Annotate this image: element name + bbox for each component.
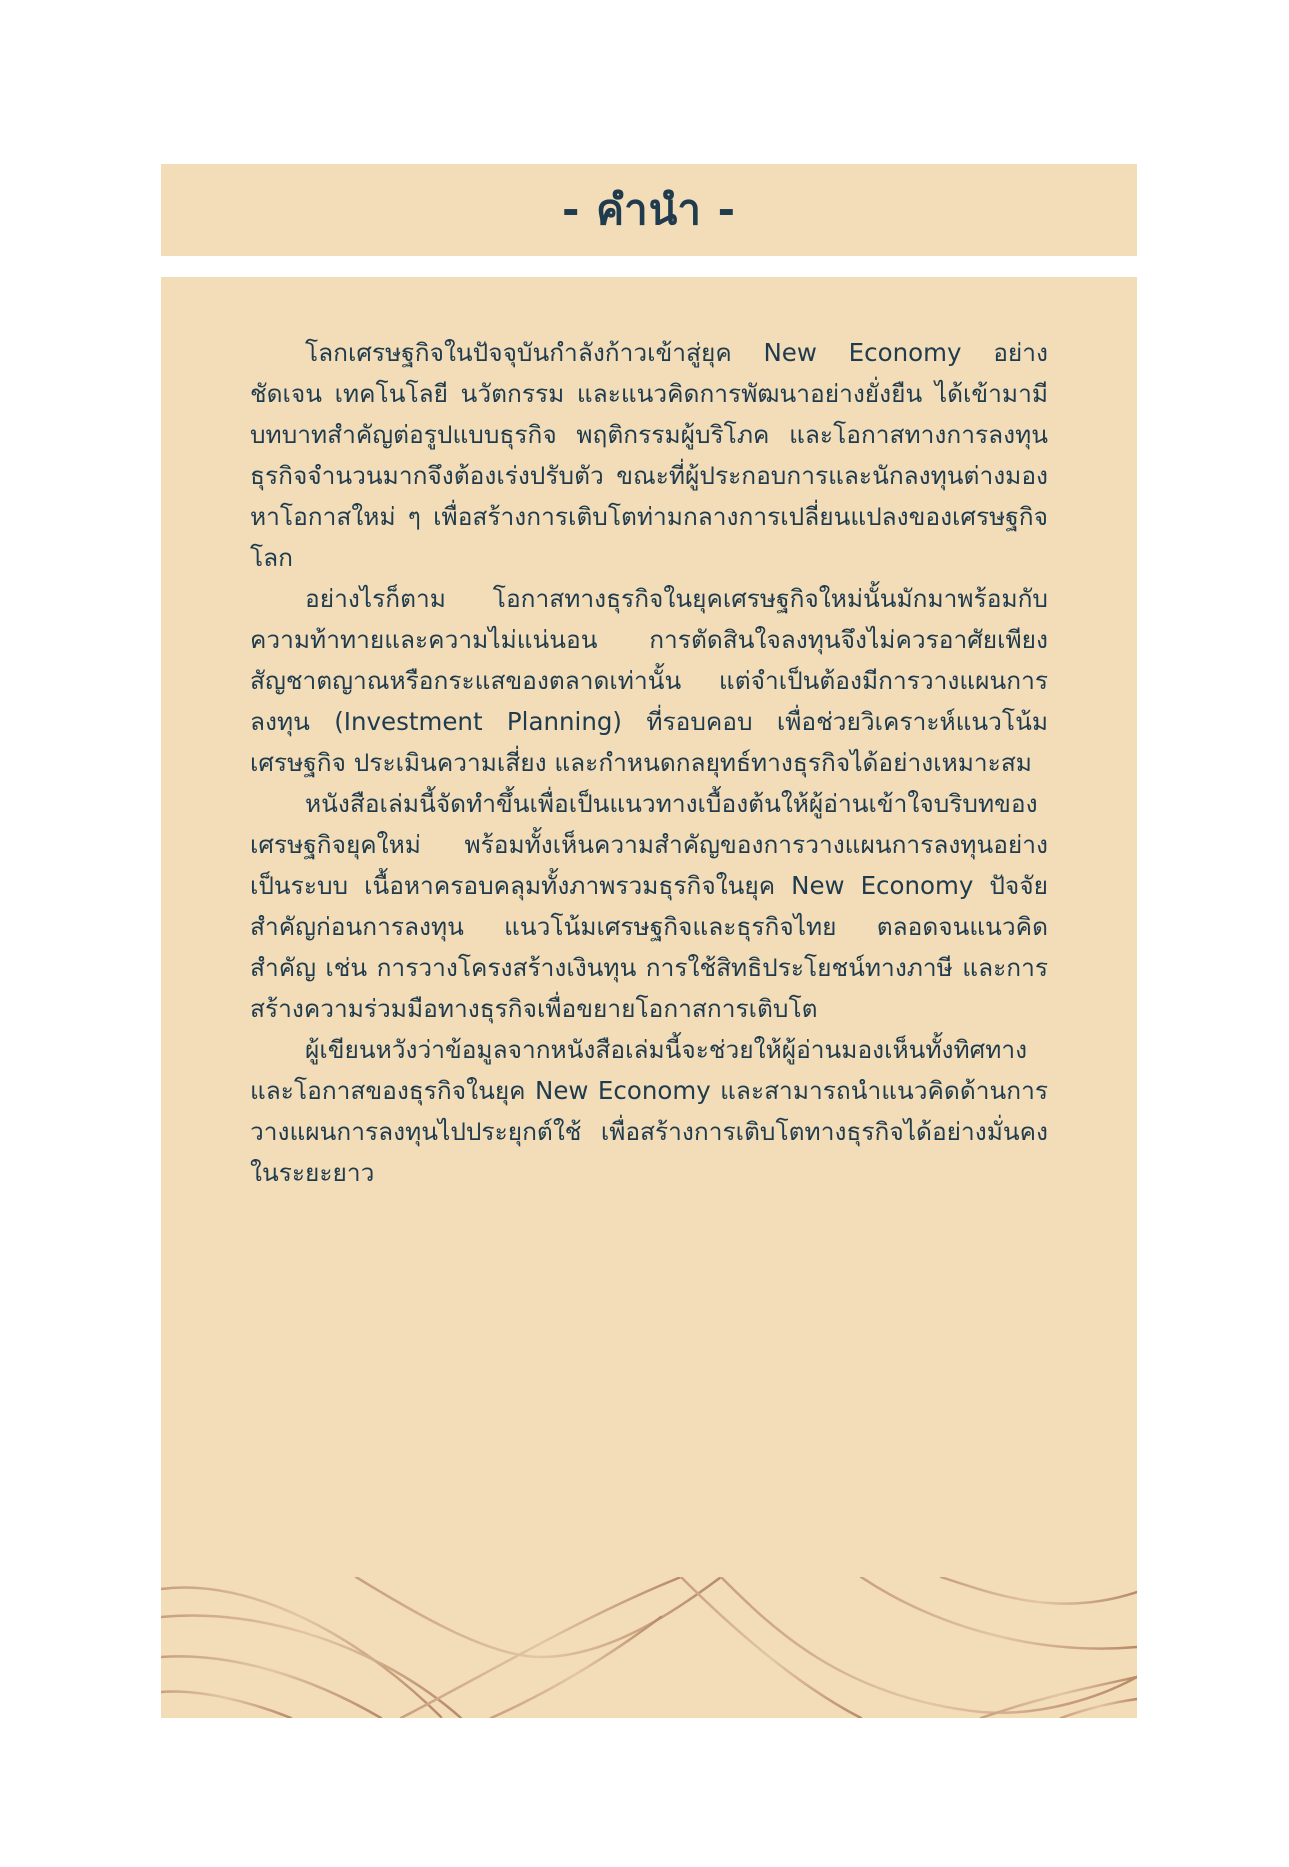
wave-line [401,1577,681,1718]
decorative-waves [161,1577,1137,1718]
paragraph-2: อย่างไรก็ตาม โอกาสทางธุรกิจในยุคเศรษฐกิจใหม่นั้นมักมาพร้อมกับความท้าทายและความไม่แน่นอน การตัดสินใจลงทุนจึงไม่ควรอาศัยเพียงสัญชาตญาณหรือกระแสของตลาดเท่านั้น แต่จำเป็นต้องมีการวางแผนการลงทุน (Investment Planning) ที่รอบคอบ เพื่อช่วยวิเคราะห์แนวโน้มเศรษฐกิจ ประเมินความเสี่ยง และกำหนดกลยุทธ์ทางธุรกิจได้อย่างเหมาะสม [250,584,1048,777]
wave-line [161,1656,381,1718]
wave-line [161,1692,291,1718]
paragraph-4: ผู้เขียนหวังว่าข้อมูลจากหนังสือเล่มนี้จะช่วยให้ผู้อ่านมองเห็นทั้งทิศทางและโอกาสของธุรกิจในยุค New Economy และสามารถนำแนวคิดด้านการวางแผนการลงทุนไปประยุกต์ใช้ เพื่อสร้างการเติบโตทางธุรกิจได้อย่างมั่นคงในระยะยาว [250,1035,1048,1187]
paragraph-1: โลกเศรษฐกิจในปัจจุบันกำลังก้าวเข้าสู่ยุค New Economy อย่างชัดเจน เทคโนโลยี นวัตกรรม และแนวคิดการพัฒนาอย่างยั่งยืน ได้เข้ามามีบทบาทสำคัญต่อรูปแบบธุรกิจ พฤติกรรมผู้บริโภค และโอกาสทางการลงทุน ธุรกิจจำนวนมากจึงต้องเร่งปรับตัว ขณะที่ผู้ประกอบการและนักลงทุนต่างมองหาโอกาสใหม่ ๆ เพื่อสร้างการเติบโตท่ามกลางการเปลี่ยนแปลงของเศรษฐกิจโลก [250,338,1048,572]
wave-line [681,1577,861,1718]
title-band [161,164,1137,256]
paragraph-3: หนังสือเล่มนี้จัดทำขึ้นเพื่อเป็นแนวทางเบื้องต้นให้ผู้อ่านเข้าใจบริบทของเศรษฐกิจยุคใหม่ พร้อมทั้งเห็นความสำคัญของการวางแผนการลงทุนอย่างเป็นระบบ เนื้อหาครอบคลุมทั้งภาพรวมธุรกิจในยุค New Economy ปัจจัยสำคัญก่อนการลงทุน แนวโน้มเศรษฐกิจและธุรกิจไทย ตลอดจนแนวคิดสำคัญ เช่น การวางโครงสร้างเงินทุน การใช้สิทธิประโยชน์ทางภาษี และการสร้างความร่วมมือทางธุรกิจเพื่อขยายโอกาสการเติบโต [250,789,1048,1023]
wave-line [721,1577,1137,1713]
wave-line [941,1577,1137,1604]
foreword-body [250,332,1048,1193]
content-panel [161,277,1137,1718]
wave-line [161,1615,461,1718]
wave-line [161,1587,441,1717]
page-title: - คำนำ - [561,185,737,234]
wave-line [861,1577,1137,1649]
